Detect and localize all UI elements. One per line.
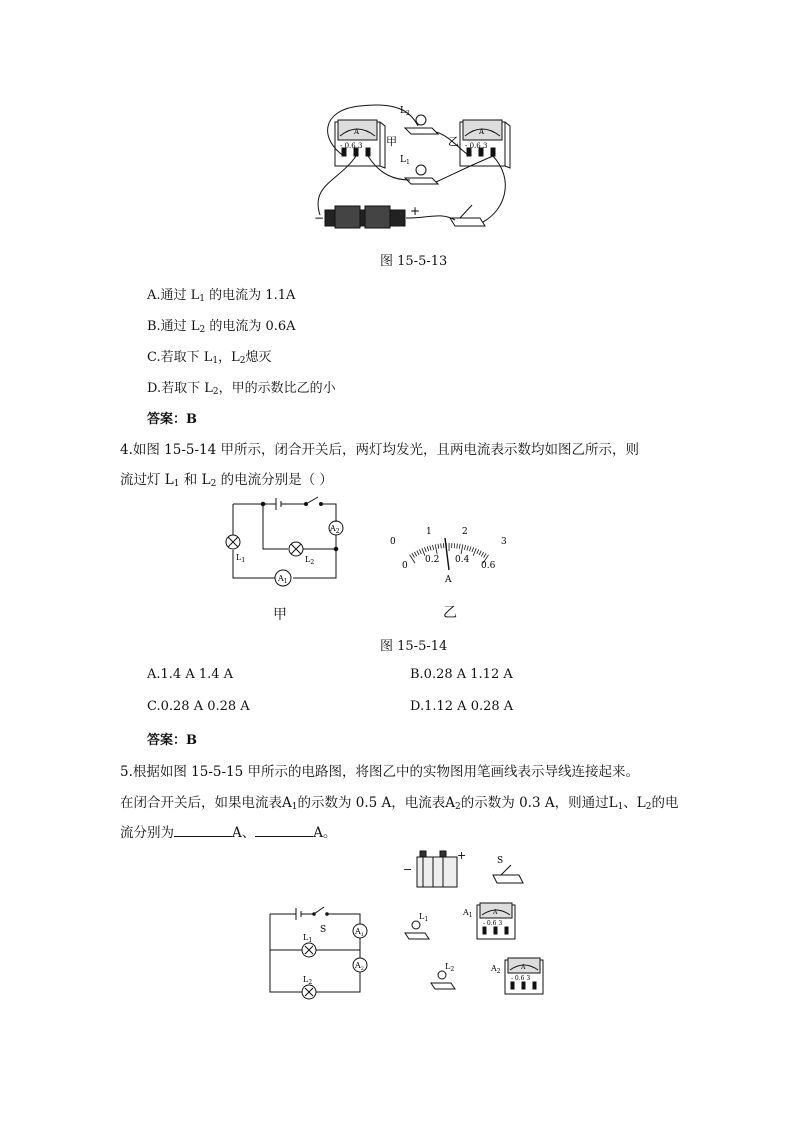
- caption-15-5-14: 图 15-5-14: [380, 639, 448, 654]
- q4-option-c: C.0.28 A 0.28 A: [147, 699, 250, 714]
- svg-text:0.2: 0.2: [425, 555, 440, 565]
- meter-A-left: A: [354, 128, 360, 136]
- svg-text:A: A: [521, 964, 526, 971]
- lamp-L1: [405, 165, 438, 184]
- svg-text:A: A: [493, 909, 498, 916]
- q3-option-c: C.若取下 $L_1$，$L_2$熄灭: [147, 350, 272, 366]
- svg-text:A1: $A_1$: [463, 908, 473, 919]
- dial-tick: [467, 546, 468, 551]
- label-L2-q4: $L_2$: [305, 555, 315, 566]
- blank-1[interactable]: [174, 824, 232, 837]
- label-L1: $L_1$: [400, 155, 410, 166]
- svg-text:L2: $L_2$: [445, 962, 455, 973]
- dial-tick: [461, 544, 463, 554]
- svg-text:3: 3: [501, 537, 507, 547]
- label-L2: $L_2$: [400, 106, 410, 117]
- q4-option-a: A.1.4 A 1.4 A: [147, 667, 234, 682]
- dial-tick: [417, 551, 419, 555]
- svg-text:A2: $A_2$: [491, 964, 501, 975]
- dial-tick: [484, 553, 487, 557]
- label-A1: $A_1$: [278, 574, 288, 585]
- dial-tick: [477, 549, 479, 554]
- label-L1-q4: $L_1$: [236, 553, 246, 564]
- dial-tick: [472, 547, 474, 552]
- battery-minus: −: [314, 211, 325, 225]
- figure-15-5-13: [300, 100, 520, 235]
- caption-15-5-13: 图 15-5-13: [380, 254, 448, 269]
- svg-text:0.4: 0.4: [455, 555, 470, 565]
- dial-tick: [410, 555, 415, 563]
- svg-text:0.6: 0.6: [481, 561, 496, 571]
- battery-plus: +: [410, 204, 421, 218]
- blank-2[interactable]: [255, 824, 313, 837]
- fig14-label-yi: 乙: [443, 605, 457, 621]
- q3-option-b: B.通过 $L_2$ 的电流为 0.6A: [147, 319, 296, 335]
- svg-text:S: S: [320, 925, 327, 935]
- fig14-label-jia: 甲: [273, 607, 287, 623]
- dial-tick: [473, 548, 476, 555]
- meter-A-right: A: [479, 128, 485, 136]
- svg-text:+: +: [457, 849, 467, 862]
- switch: [450, 205, 485, 226]
- q4-answer: 答案：B: [147, 733, 197, 748]
- svg-text:0: 0: [402, 561, 408, 571]
- svg-text:L2: $L_2$: [303, 975, 313, 986]
- q4-stem-line2: 流过灯 $L_1$ 和 $L_2$ 的电流分别是（ ）: [120, 472, 333, 489]
- meter-scale-left: - 0.6 3: [340, 142, 363, 150]
- svg-text:- 0.6 3: - 0.6 3: [483, 920, 503, 927]
- label-jia: 甲: [386, 135, 397, 148]
- q3-option-d: D.若取下 $L_2$，甲的示数比乙的小: [147, 381, 336, 397]
- figure-15-5-15-jia: [262, 900, 377, 1000]
- q3-option-a: A.通过 $L_1$ 的电流为 1.1A: [147, 288, 296, 304]
- svg-text:2: 2: [462, 527, 468, 537]
- label-A2: $A_2$: [330, 524, 340, 535]
- meter-scale-right: - 0.6 3: [465, 142, 488, 150]
- switch-s: [493, 865, 523, 883]
- dial-tick: [414, 552, 416, 556]
- figure-15-5-14-jia: [218, 492, 348, 592]
- svg-text:1: 1: [426, 527, 432, 537]
- lamp-l2-real: [431, 971, 455, 989]
- q4-option-d: D.1.12 A 0.28 A: [410, 699, 514, 714]
- q5-stem-line2: 在闭合开关后，如果电流表$A_1$的示数为 0.5 A，电流表$A_2$的示数为 0.3 A，则通过$L_1$、$L_2$的电: [120, 795, 679, 812]
- battery-pack: [417, 851, 457, 887]
- q4-stem-line1: 4.如图 15-5-14 甲所示，闭合开关后，两灯均发光，且两电流表示数均如图乙所示，则: [120, 442, 640, 458]
- svg-text:0: 0: [390, 537, 396, 547]
- dial-tick: [441, 543, 442, 548]
- svg-text:L1: $L_1$: [303, 933, 313, 944]
- dial-tick: [412, 553, 415, 557]
- dial-tick: [435, 544, 437, 554]
- q3-answer: 答案：B: [147, 412, 197, 427]
- dial-tick: [430, 546, 431, 551]
- lamp-l1-real: [405, 921, 429, 939]
- svg-text:- 0.6 3: - 0.6 3: [511, 975, 531, 982]
- svg-text:A2: $A_2$: [355, 961, 364, 972]
- dial-tick: [427, 546, 429, 551]
- dial-tick: [419, 549, 421, 554]
- svg-text:A: A: [445, 575, 452, 585]
- q4-option-b: B.0.28 A 1.12 A: [410, 667, 513, 682]
- figure-15-5-15-yi: [395, 845, 555, 1010]
- dial-tick: [481, 552, 483, 556]
- battery: [325, 206, 405, 228]
- lamp-L2: [405, 115, 438, 134]
- figure-15-5-14-yi: [385, 520, 515, 590]
- label-yi: 乙: [448, 135, 459, 148]
- svg-text:L1: $L_1$: [419, 912, 429, 923]
- svg-text:−: −: [403, 863, 413, 876]
- q5-stem-line3: 流分别为 A、 A。: [120, 825, 337, 841]
- dial-tick: [459, 544, 460, 549]
- dial-tick: [457, 543, 458, 548]
- dial-tick: [433, 545, 434, 550]
- dial-tick: [469, 546, 471, 551]
- dial-tick: [425, 547, 427, 552]
- dial-tick: [464, 545, 465, 550]
- q5-stem-line1: 5.根据如图 15-5-15 甲所示的电路图，将图乙中的实物图用笔画线表示导线连接起来。: [120, 764, 640, 780]
- dial-tick: [479, 551, 481, 555]
- svg-text:S: S: [497, 856, 504, 866]
- svg-text:A1: $A_1$: [355, 927, 364, 938]
- dial-tick: [438, 544, 439, 549]
